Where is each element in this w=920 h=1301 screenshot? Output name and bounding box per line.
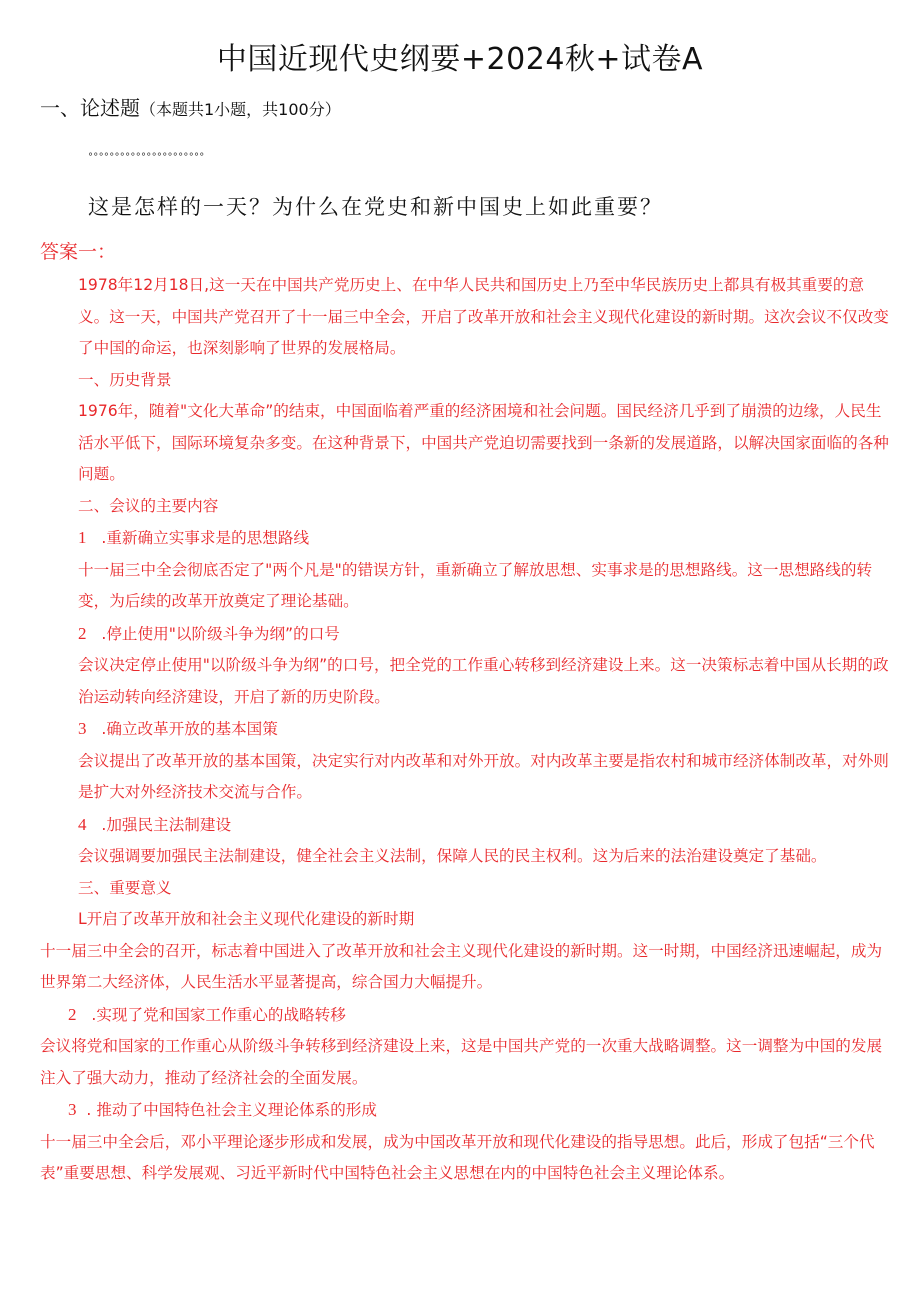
section-heading-label: 一、论述题 [40,96,140,120]
item-title: .加强民主法制建设 [101,815,232,834]
item-number: 2 [68,1004,77,1024]
decorative-dots: °°°°°°°°°°°°°°°°°°°°°° [88,152,205,163]
heading-main-content: 二、会议的主要内容 [78,496,219,515]
section-score-note: （本题共1小题，共100分） [140,100,341,119]
significance-3-title [40,1094,890,1127]
item-number: 4 [78,814,87,834]
question-text: 这是怎样的一天？为什么在党史和新中国史上如此重要？ [88,195,663,219]
item-number: 2 [78,623,87,643]
section-heading [40,94,341,124]
item-title: . 推动了中国特色社会主义理论体系的形成 [86,1101,378,1119]
significance-2-text: 会议将党和国家的工作重心从阶级斗争转移到经济建设上来，这是中国共产党的一次重大战略调整。这一调整为中国的发展注入了强大动力，推动了经济社会的全面发展。 [40,1037,883,1087]
content-item-4-title [40,809,890,842]
item-title: .确立改革开放的基本国策 [101,720,278,738]
content-item-3-title [40,713,890,746]
significance-1-text: 十一届三中全会的召开，标志着中国进入了改革开放和社会主义现代化建设的新时期。这一时期，中国经济迅速崛起，成为世界第二大经济体，人民生活水平显著提高，综合国力大幅提升。 [40,941,883,991]
content-item-3-text: 会议提出了改革开放的基本国策，决定实行对内改革和对外开放。对内改革主要是指农村和城市经济体制改革，对外则是扩大对外经济技术交流与合作。 [78,751,889,801]
answer-intro: 1978年12月18日,这一天在中国共产党历史上、在中华人民共和国历史上乃至中华民族历史上都具有极其重要的意义。这一天，中国共产党召开了十一届三中全会，开启了改革开放和社会主义现代化建设的新时期。这次会议不仅改变了中国的命运，也深刻影响了世界的发展格局。 [78,276,889,357]
heading-background: 一、历史背景 [78,370,172,389]
item-number: 3 [68,1100,77,1119]
item-title: .停止使用"以阶级斗争为纲”的口号 [101,624,340,643]
item-title: .实现了党和国家工作重心的战略转移 [91,1005,346,1024]
content-item-2-text: 会议决定停止使用"以阶级斗争为纲”的口号，把全党的工作重心转移到经济建设上来。这一决策标志着中国从长期的政治运动转向经济建设，开启了新的历史阶段。 [78,656,889,706]
document-title: 中国近现代史纲要+2024秋+试卷A [216,42,704,77]
content-item-4-text: 会议强调要加强民主法制建设，健全社会主义法制，保障人民的民主权利。这为后来的法治建设奠定了基础。 [78,847,827,865]
heading-significance: 三、重要意义 [78,878,172,897]
content-item-1-title [40,522,890,555]
item-title: .重新确立实事求是的思想路线 [101,529,310,547]
item-number: 1 [78,528,87,547]
significance-1-title: L开启了改革开放和社会主义现代化建设的新时期 [78,910,415,928]
content-item-1-text: 十一届三中全会彻底否定了"两个凡是"的错误方针，重新确立了解放思想、实事求是的思想路线。这一思想路线的转变，为后续的改革开放奠定了理论基础。 [78,560,873,610]
background-paragraph: 1976年，随着"文化大革命”的结束，中国面临着严重的经济困境和社会问题。国民经济几乎到了崩溃的边缘，人民生活水平低下，国际环境复杂多变。在这种背景下，中国共产党迫切需要找到一条新的发展道路，以解决国家面临的各种问题。 [78,402,889,483]
content-item-2-title [40,618,890,651]
significance-3-text: 十一届三中全会后，邓小平理论逐步形成和发展，成为中国改革开放和现代化建设的指导思想。此后，形成了包括“三个代表”重要思想、科学发展观、习近平新时代中国特色社会主义思想在内的中国特色社会主义理论体系。 [40,1132,875,1182]
answer-body [40,270,890,1190]
item-number: 3 [78,719,87,738]
significance-2-title [40,999,890,1032]
answer-label: 答案一： [40,241,117,263]
